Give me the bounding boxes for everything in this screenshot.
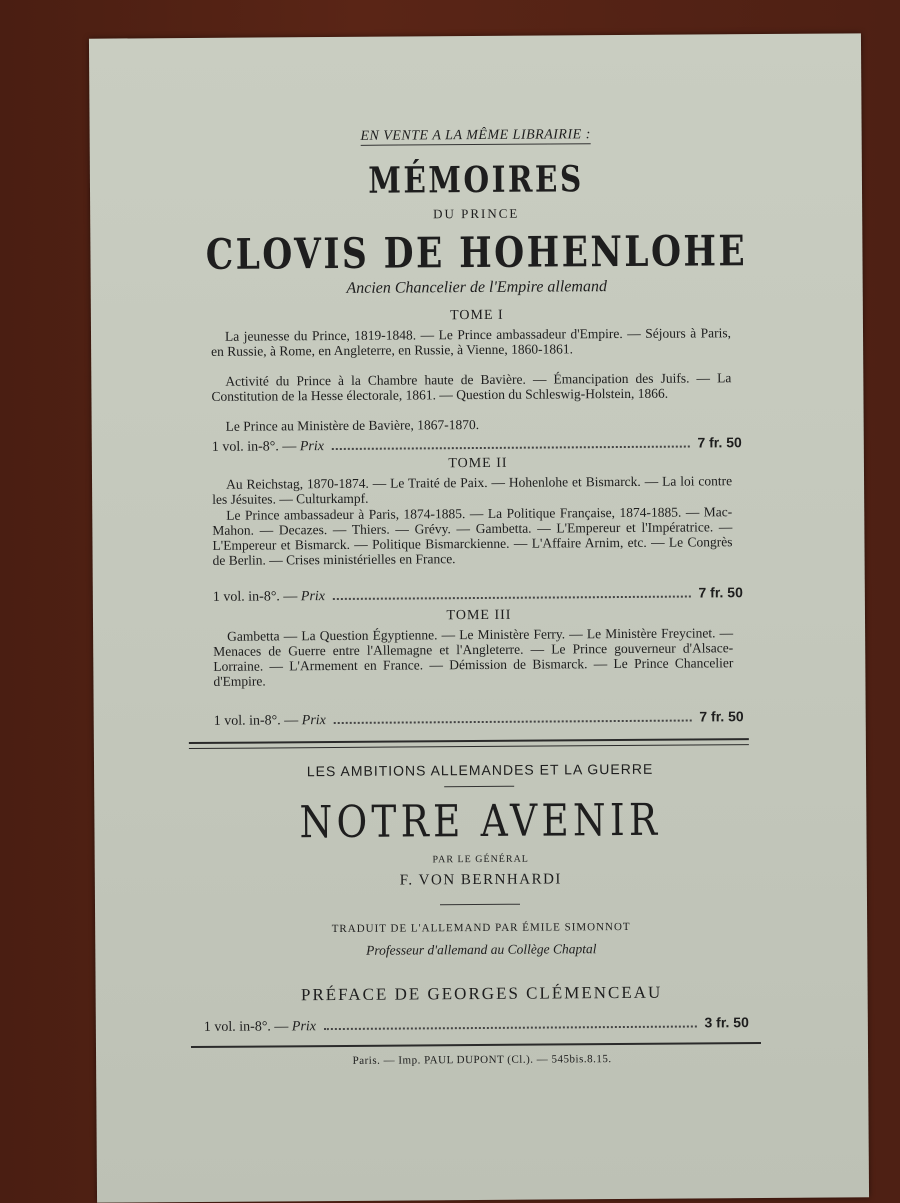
leader-dots: [332, 436, 690, 450]
book2-price: 3 fr. 50: [704, 1014, 749, 1031]
tome-3-vol-text: 1 vol. in-8°. —: [213, 713, 299, 729]
tome-3-vol-label: [214, 713, 326, 730]
book2-author: F. VON BERNHARDI: [399, 871, 562, 889]
leader-dots: [334, 710, 692, 724]
book2-prix-label: Prix: [291, 1019, 317, 1035]
tome-3-price-line: [214, 708, 744, 728]
tome-2-vol-text: 1 vol. in-8°. —: [212, 589, 298, 605]
header-note: [90, 125, 862, 146]
tome-1-price: 7 fr. 50: [697, 434, 742, 451]
book2-price-line: [204, 1014, 749, 1034]
tome-2-vol-label: [213, 589, 325, 606]
tome-1-vol-label: [212, 439, 324, 456]
tome-2-heading: TOME II: [448, 455, 508, 472]
tome-1-paragraph-1: La jeunesse du Prince, 1819-1848. — Le Prince ambassadeur d'Empire. — Séjours à Paris, en Russie, à Rome, en Angleterre, en Russie, à Vienne, 1860-1861.: [211, 325, 732, 359]
book2-vol-text: 1 vol. in-8°. —: [203, 1019, 289, 1035]
book2-par-general: PAR LE GÉNÉRAL: [432, 853, 529, 866]
book1-subtitle: Ancien Chancelier de l'Empire allemand: [346, 278, 608, 297]
book1-du-prince: DU PRINCE: [432, 205, 520, 222]
tome-2-paragraph-1: Au Reichstag, 1870-1874. — Le Traité de Paix. — Hohenlohe et Bismarck. — La loi contre les Jésuites. — Culturkampf.: [212, 473, 733, 507]
section-divider: [189, 738, 749, 749]
tome-2-price-line: [213, 584, 743, 604]
book1-name: CLOVIS DE HOHENLOHE: [205, 226, 748, 279]
tome-1-paragraph-2: Activité du Prince à la Chambre haute de Bavière. — Émancipation des Juifs. — La Constitution de la Hesse électorale, 1861. — Question du Schleswig-Holstein, 1866.: [211, 370, 732, 404]
book2-vol-label: [204, 1019, 316, 1036]
tome-3-paragraph-1: Gambetta — La Question Égyptienne. — Le Ministère Ferry. — Le Ministère Freycinet. — Menaces de Guerre entre l'Allemagne et l'Angleterre. — Le Prince gouverneur d'Alsace-Lorraine. — L'Armement en France. — Démission de Bismarck. — Le Prince Chancelier d'Empire.: [213, 625, 734, 689]
leader-dots: [333, 586, 691, 600]
leader-dots: [324, 1015, 697, 1030]
small-divider: [440, 904, 520, 906]
tome-1-price-line: [212, 434, 742, 454]
book2-preface: PRÉFACE DE GEORGES CLÉMENCEAU: [300, 982, 663, 1005]
tome-3-heading: TOME III: [446, 607, 512, 624]
book2-translator: TRADUIT DE L'ALLEMAND PAR ÉMILE SIMONNOT: [331, 920, 631, 936]
small-divider: [444, 786, 514, 787]
tome-1-vol-text: 1 vol. in-8°. —: [211, 439, 297, 455]
printer-imprint: Paris. — Imp. PAUL DUPONT (Cl.). — 545bis.8.15.: [352, 1053, 612, 1067]
footer-divider: [191, 1042, 761, 1048]
tome-1-heading: TOME I: [450, 307, 504, 324]
book1-title: MÉMOIRES: [368, 158, 584, 202]
book2-title: NOTRE AVENIR: [299, 794, 662, 849]
tome-1-prix-label: Prix: [299, 439, 325, 455]
tome-3-prix-label: Prix: [301, 713, 326, 729]
tome-2-prix-label: Prix: [300, 589, 326, 605]
tome-1-paragraph-3: Le Prince au Ministère de Bavière, 1867-1870.: [225, 416, 480, 434]
book2-translator-title: Professeur d'allemand au Collège Chaptal: [366, 941, 597, 958]
tome-2-price: 7 fr. 50: [698, 584, 743, 601]
tome-3-price: 7 fr. 50: [699, 708, 744, 725]
header-note-text: EN VENTE A LA MÊME LIBRAIRIE :: [360, 127, 591, 144]
printed-page: [89, 33, 869, 1202]
book2-series: LES AMBITIONS ALLEMANDES ET LA GUERRE: [306, 760, 654, 780]
tome-2-paragraph-2: Le Prince ambassadeur à Paris, 1874-1885. — La Politique Française, 1874-1885. — Mac-Mahon. — Decazes. — Thiers. — Grévy. — Gambetta. — L'Empereur et l'Impératrice. — L'Empereur et Bismarck. — Politique Bismarckienne. — L'Affaire Arnim, etc. — Le Congrès de Berlin. — Crises ministérielles en France.: [212, 504, 733, 568]
